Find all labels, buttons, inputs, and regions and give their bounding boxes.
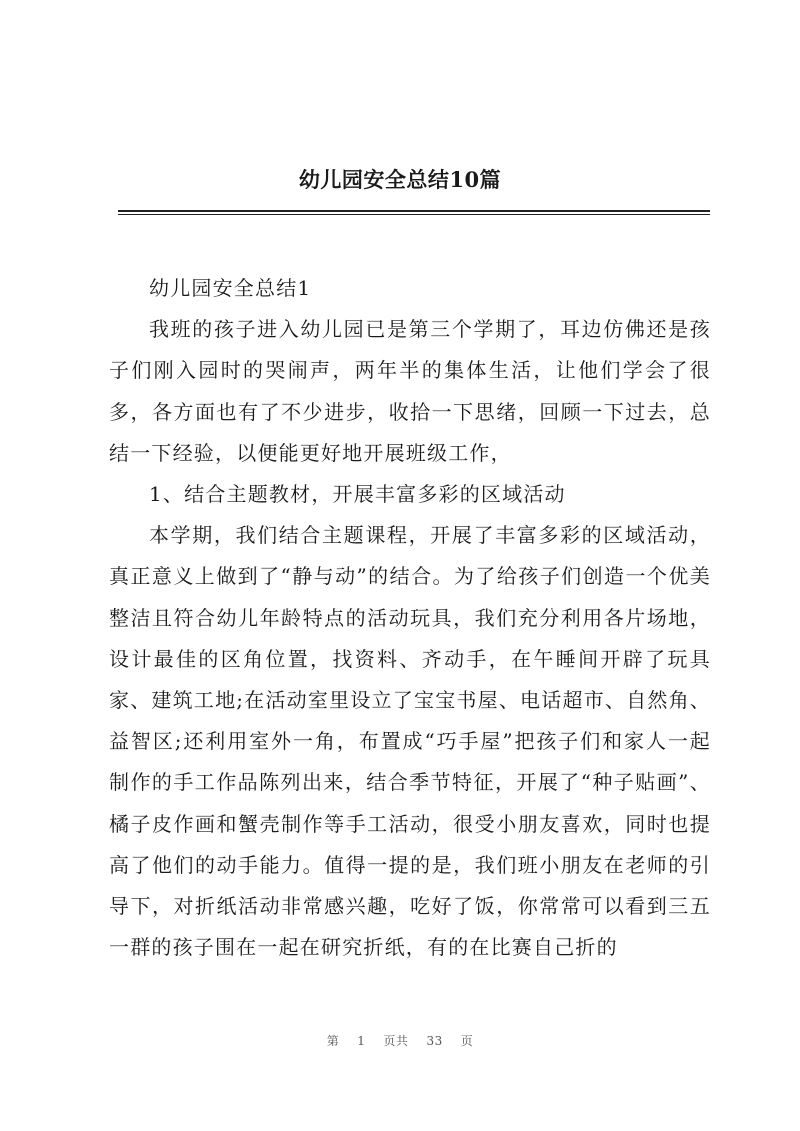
body-paragraph: 我班的孩子进入幼儿园已是第三个学期了，耳边仿佛还是孩子们刚入园时的哭闹声，两年半的集体生活，让他们学会了很多，各方面也有了不少进步，收拾一下思绪，回顾一下过去，总结一下经验，以便能更好地开展班级工作， [109, 317, 711, 465]
footer-page-number: 1 [357, 1034, 366, 1048]
document-body [109, 268, 711, 968]
footer-total-pages: 33 [426, 1034, 443, 1048]
title-rule-thin [118, 214, 710, 215]
page-footer [0, 1032, 800, 1049]
footer-suffix: 页 [460, 1034, 474, 1048]
subheading-paragraph: 1、结合主题教材，开展丰富多彩的区域活动 [149, 482, 566, 507]
footer-prefix: 第 [326, 1034, 340, 1048]
body-paragraph: 本学期，我们结合主题课程，开展了丰富多彩的区域活动，真正意义上做到了“静与动”的结合。为了给孩子们创造一个优美整洁且符合幼儿年龄特点的活动玩具，我们充分利用各片场地，设计最佳的区角位置，找资料、齐动手，在午睡间开辟了玩具家、建筑工地;在活动室里设立了宝宝书屋、电话超市、自然角、益智区;还利用室外一角，布置成“巧手屋”把孩子们和家人一起制作的手工作品陈列出来，结合季节特征，开展了“种子贴画”、橘子皮作画和蟹壳制作等手工活动，很受小朋友喜欢，同时也提高了他们的动手能力。值得一提的是，我们班小朋友在老师的引导下，对折纸活动非常感兴趣，吃好了饭，你常常可以看到三五一群的孩子围在一起在研究折纸，有的在比赛自己折的 [109, 523, 711, 960]
document-title: 幼儿园安全总结10篇 [298, 167, 502, 192]
footer-middle: 页共 [383, 1034, 409, 1048]
section-heading: 幼儿园安全总结1 [149, 276, 312, 300]
title-rule-thick [118, 210, 710, 212]
